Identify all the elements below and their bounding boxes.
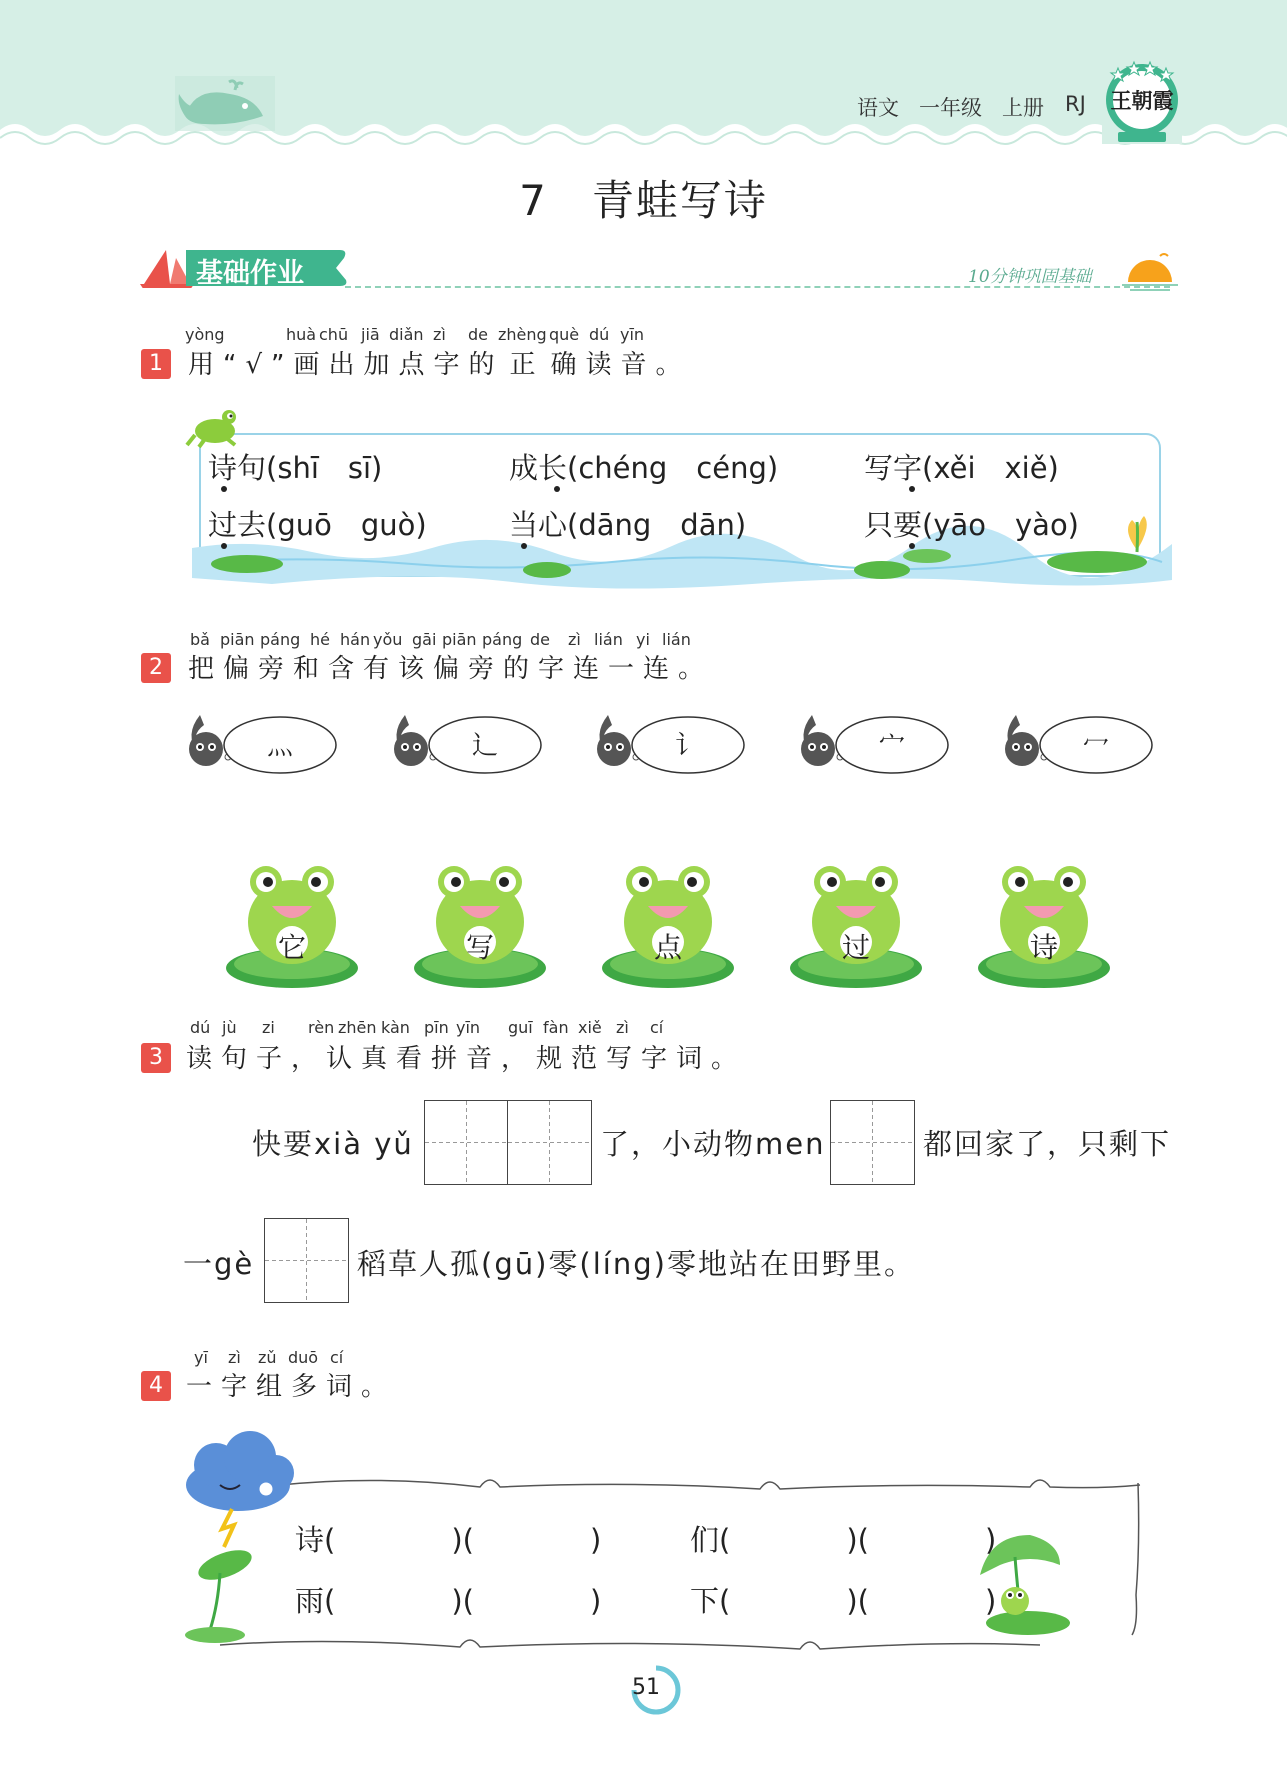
- pinyin: duō: [288, 1348, 319, 1367]
- pinyin: diǎn: [389, 325, 424, 344]
- header-grade: 一年级: [919, 96, 982, 120]
- frog-icon: [974, 860, 1114, 990]
- q3-pinyin-row: [188, 1018, 708, 1040]
- choice-item: [509, 503, 746, 544]
- radical-glyph: 辶: [471, 731, 498, 761]
- choice-options: (shī sī): [266, 451, 383, 485]
- frog-character: 点: [653, 931, 682, 964]
- pinyin: zì: [433, 325, 446, 344]
- word-group-item[interactable]: 们( )( ): [690, 1523, 997, 1557]
- pinyin: piān: [442, 630, 477, 649]
- emphasis-dot: [554, 486, 560, 492]
- section-label: 基础作业: [196, 258, 304, 289]
- frog-icon: [786, 860, 926, 990]
- pinyin: lián: [662, 630, 691, 649]
- pinyin: yǒu: [373, 630, 403, 649]
- header-edition: RJ: [1065, 92, 1086, 116]
- pinyin: cí: [650, 1018, 664, 1037]
- frog-card[interactable]: [410, 860, 550, 990]
- q4-instruction: 一字组多词。: [186, 1372, 397, 1402]
- pinyin: chū: [319, 325, 349, 344]
- frog-icon: [410, 860, 550, 990]
- frog-jump-icon: [185, 405, 247, 449]
- writing-grid[interactable]: [830, 1100, 915, 1185]
- choice-word: 成长: [509, 451, 568, 485]
- choice-word: 诗句: [208, 451, 267, 485]
- pinyin: zi: [262, 1018, 275, 1037]
- frog-card[interactable]: [598, 860, 738, 990]
- pinyin: zì: [616, 1018, 629, 1037]
- page-title: 7 青蛙写诗: [519, 176, 768, 225]
- choice-item: [208, 446, 382, 487]
- page-number: 51: [632, 1675, 660, 1700]
- question-number: 3: [141, 1043, 171, 1073]
- whale-icon: [175, 76, 275, 131]
- grid-guides: [508, 1101, 591, 1184]
- question-number: 1: [141, 349, 171, 379]
- choice-options: (yāo yào): [922, 508, 1079, 542]
- q1-text-a: 用“√”画出加点字的: [188, 350, 504, 380]
- pinyin: hé: [310, 630, 330, 649]
- q3-instruction: 读句子，认真看拼音，规范写字词。: [186, 1044, 747, 1074]
- sentence-fragment: 了，小动物men: [600, 1127, 826, 1161]
- radical-glyph: 灬: [266, 731, 293, 761]
- q2-instruction: 把偏旁和含有该偏旁的字连一连。: [188, 654, 714, 684]
- sentence-fragment: 稻草人孤(gū)零(líng)零地站在田野里。: [357, 1247, 915, 1281]
- pinyin: zì: [568, 630, 581, 649]
- emphasis-dot: [221, 486, 227, 492]
- frog-character: 写: [465, 931, 494, 964]
- brand-logo-icon: [1102, 58, 1182, 144]
- word-group-item[interactable]: 雨( )( ): [295, 1584, 602, 1618]
- pinyin: què: [549, 325, 580, 344]
- choice-options: (guō guò): [266, 508, 427, 542]
- emphasis-dot: [521, 543, 527, 549]
- grid-guides: [265, 1219, 348, 1302]
- word-group-item[interactable]: 诗( )( ): [295, 1523, 602, 1557]
- pinyin: dú: [589, 325, 610, 344]
- pinyin: hán: [340, 630, 371, 649]
- pinyin: jiā: [361, 325, 380, 344]
- pinyin: páng: [260, 630, 301, 649]
- pinyin: xiě: [578, 1018, 602, 1037]
- pinyin: fàn: [543, 1018, 569, 1037]
- pinyin: yīn: [620, 325, 645, 344]
- pinyin: zhēn: [338, 1018, 377, 1037]
- sentence-fragment: 都回家了，只剩下: [923, 1127, 1172, 1161]
- choice-word: 当心: [509, 508, 568, 542]
- tadpole-card[interactable]: [588, 705, 748, 785]
- q1-text-c: 确读音。: [550, 350, 691, 380]
- choice-word: 只要: [864, 508, 923, 542]
- choice-item: [509, 446, 778, 487]
- choice-options: (dāng dān): [567, 508, 747, 542]
- choice-options: (xěi xiě): [922, 451, 1059, 485]
- pinyin: páng: [482, 630, 523, 649]
- pinyin: zì: [228, 1348, 241, 1367]
- pinyin: yī: [194, 1348, 208, 1367]
- pinyin: yi: [636, 630, 650, 649]
- tadpole-card[interactable]: [180, 705, 340, 785]
- header-volume: 上册: [1002, 96, 1044, 120]
- choice-word: 过去: [208, 508, 267, 542]
- pinyin: yīn: [456, 1018, 481, 1037]
- q1-text-b: 正: [509, 350, 545, 380]
- frog-character: 诗: [1029, 931, 1058, 964]
- grid-guides: [831, 1101, 914, 1184]
- frog-icon: [598, 860, 738, 990]
- radical-glyph: 冖: [1082, 731, 1109, 761]
- pinyin: de: [468, 325, 488, 344]
- pinyin: zǔ: [258, 1348, 277, 1367]
- pinyin: kàn: [381, 1018, 410, 1037]
- tadpole-card[interactable]: [385, 705, 545, 785]
- tadpole-card[interactable]: [996, 705, 1156, 785]
- pinyin: guī: [508, 1018, 533, 1037]
- q1-instruction: [188, 344, 691, 381]
- pinyin: rèn: [308, 1018, 335, 1037]
- pinyin: yòng: [185, 325, 225, 344]
- cloud-icon: [186, 1431, 294, 1547]
- question-number: 2: [141, 653, 171, 683]
- writing-grid[interactable]: [264, 1218, 349, 1303]
- time-note: 10分钟巩固基础: [968, 267, 1092, 287]
- choice-item: [208, 503, 427, 544]
- pinyin: dú: [190, 1018, 211, 1037]
- pinyin: jù: [222, 1018, 237, 1037]
- choice-word: 写字: [864, 451, 923, 485]
- pinyin: huà: [286, 325, 317, 344]
- frog-character: 它: [277, 931, 306, 964]
- pinyin: bǎ: [190, 630, 210, 649]
- sentence-fragment: 快要xià yǔ: [252, 1127, 414, 1161]
- pinyin: piān: [220, 630, 255, 649]
- sunset-icon: [1122, 250, 1178, 294]
- lotus-leaf-icon: [185, 1544, 255, 1643]
- choice-item: [864, 503, 1079, 544]
- frog-card[interactable]: [974, 860, 1114, 990]
- emphasis-dot: [221, 543, 227, 549]
- radical-glyph: 讠: [674, 731, 701, 761]
- emphasis-dot: [909, 543, 915, 549]
- tadpole-card[interactable]: [792, 705, 952, 785]
- logo-text: 王朝霞: [1110, 88, 1174, 113]
- pinyin: cí: [330, 1348, 344, 1367]
- pinyin: zhèng: [498, 325, 547, 344]
- frog-icon: [222, 860, 362, 990]
- sentence-fragment: 一gè: [183, 1247, 255, 1281]
- pinyin: gāi: [412, 630, 437, 649]
- radical-glyph: 宀: [878, 731, 905, 761]
- word-group-item[interactable]: 下( )( ): [690, 1584, 997, 1618]
- writing-grid[interactable]: [424, 1100, 509, 1185]
- choice-item: [864, 446, 1059, 487]
- frog-card[interactable]: [786, 860, 926, 990]
- grid-guides: [425, 1101, 508, 1184]
- choice-options: (chéng céng): [567, 451, 779, 485]
- writing-grid[interactable]: [507, 1100, 592, 1185]
- frog-character: 过: [841, 931, 870, 964]
- pinyin: pīn: [424, 1018, 449, 1037]
- question-number: 4: [141, 1371, 171, 1401]
- pinyin: de: [530, 630, 550, 649]
- header-subject: 语文: [857, 96, 899, 120]
- frog-card[interactable]: [222, 860, 362, 990]
- pinyin: lián: [594, 630, 623, 649]
- emphasis-dot: [909, 486, 915, 492]
